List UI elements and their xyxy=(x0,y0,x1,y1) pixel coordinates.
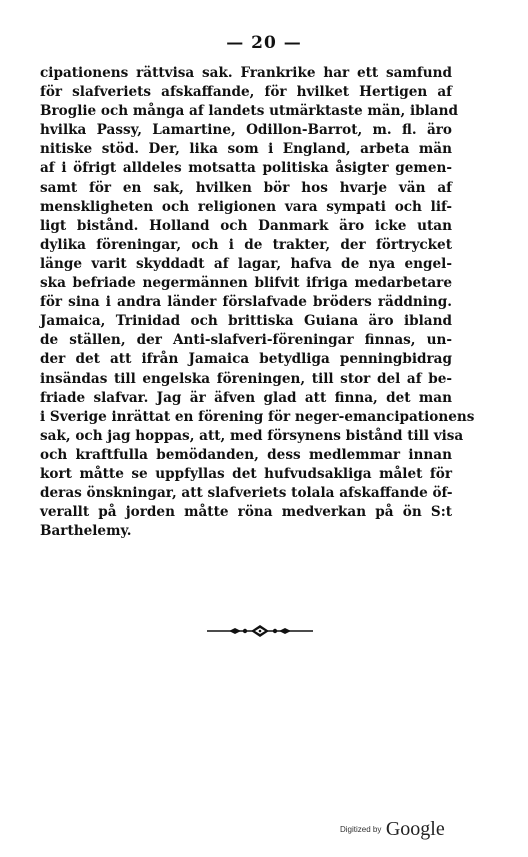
text-line: verallt på jorden måtte röna medverkan på ön S:t xyxy=(40,504,452,521)
text-line: menskligheten och religionen vara sympati och lif- xyxy=(40,198,452,215)
text-line: och kraftfulla bemödanden, dess medlemmar innan xyxy=(40,446,452,463)
watermark-brand: Google xyxy=(385,818,445,840)
text-line: de ställen, der Anti-slafveri-föreningar finnas, un- xyxy=(40,332,452,349)
body-text xyxy=(40,64,475,541)
text-line: länge varit skyddadt af lagar, hafva de nya engel- xyxy=(40,255,452,272)
text-line: Broglie och många af landets utmärktaste män, ibland xyxy=(40,103,458,120)
text-line: Jamaica, Trinidad och brittiska Guiana äro ibland xyxy=(40,313,452,330)
text-line: nitiske stöd. Der, lika som i England, arbeta män xyxy=(40,141,452,158)
text-line: sak, och jag hoppas, att, med försynens bistånd till visa xyxy=(40,427,464,444)
text-line: i Sverige inrättat en förening för neger-emancipationens xyxy=(40,408,475,425)
text-line: kort måtte se uppfyllas det hufvudsakliga målet för xyxy=(40,465,452,482)
text-line: Barthelemy. xyxy=(40,523,132,540)
text-line: der det att ifrån Jamaica betydliga penningbidrag xyxy=(40,351,452,368)
text-line: för slafveriets afskaffande, för hvilket Hertigen af xyxy=(40,84,452,101)
text-line: friade slafvar. Jag är äfven glad att finna, det man xyxy=(40,389,452,406)
text-line: deras önskningar, att slafveriets tolala afskaffande öf- xyxy=(40,485,453,502)
text-line: dylika föreningar, och i de trakter, der förtrycket xyxy=(40,236,452,253)
decorative-rule-ornament-icon xyxy=(205,624,315,638)
watermark-prefix: Digitized by xyxy=(340,825,382,834)
text-line: insändas till engelska föreningen, till stor del af be- xyxy=(40,370,452,387)
text-line: cipationens rättvisa sak. Frankrike har ett samfund xyxy=(40,65,452,81)
text-line: ligt bistånd. Holland och Danmark äro icke utan xyxy=(40,217,452,234)
digitized-by-watermark xyxy=(340,818,445,841)
text-line: af i öfrigt alldeles motsatta politiska åsigter gemen- xyxy=(40,160,452,177)
page-number: — 20 — xyxy=(226,33,302,53)
text-line: ska befriade negermännen blifvit ifriga medarbetare xyxy=(40,275,452,292)
text-line: för sina i andra länder förslafvade bröders räddning. xyxy=(40,294,452,311)
text-line: hvilka Passy, Lamartine, Odillon-Barrot, m. fl. äro xyxy=(40,122,452,139)
text-line: samt för en sak, hvilken bör hos hvarje vän af xyxy=(40,179,452,196)
